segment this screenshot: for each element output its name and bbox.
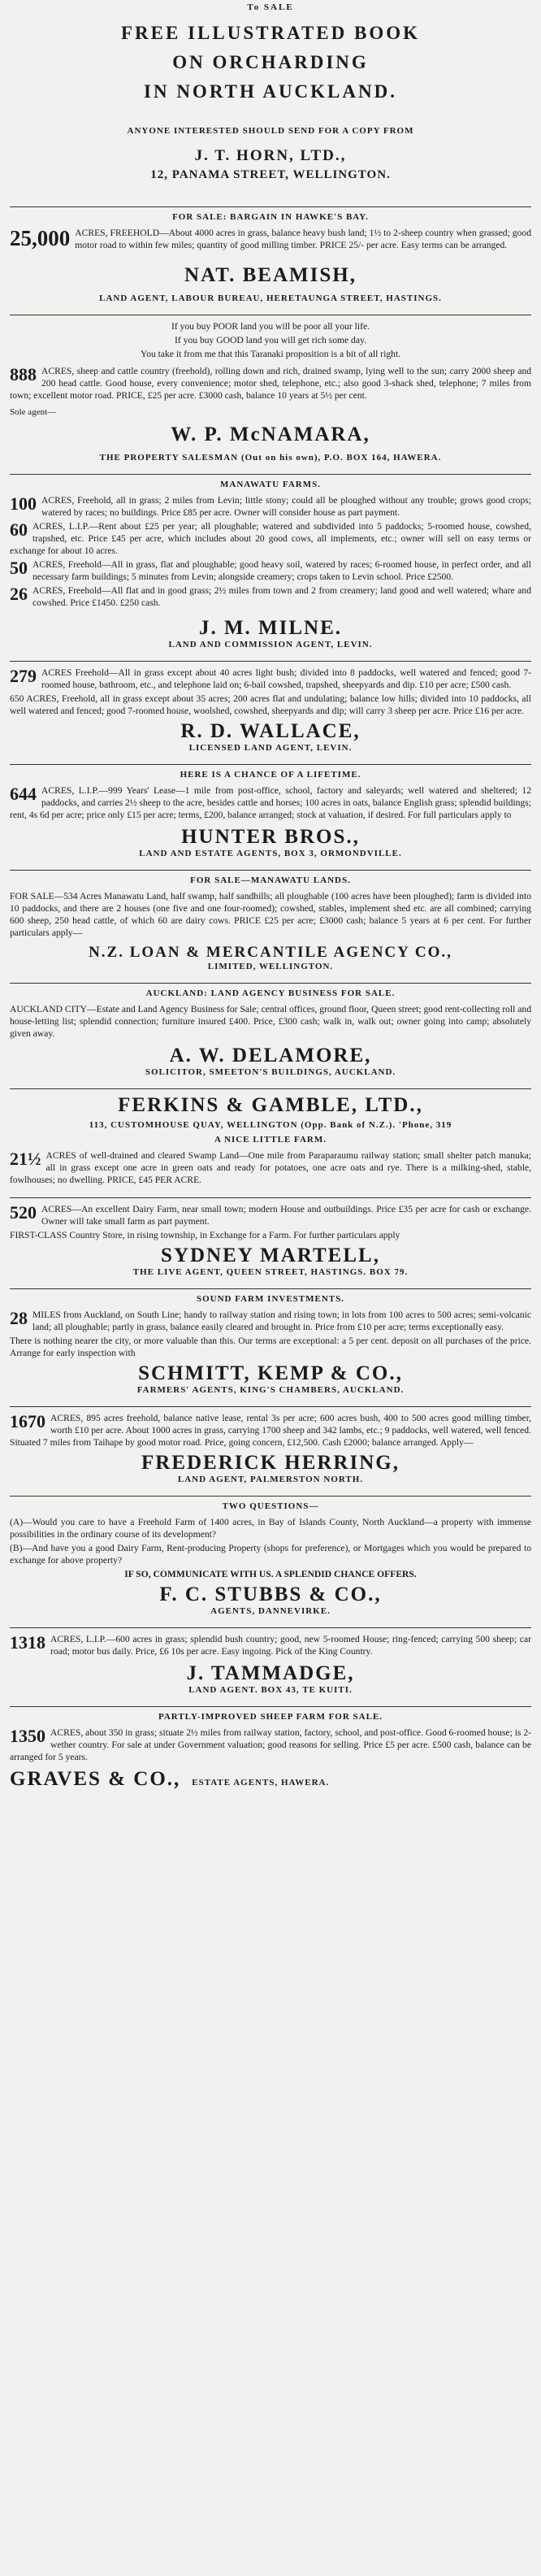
ad-tammadge [10,1633,531,1695]
ad15-firm: GRAVES & CO., [10,1768,181,1790]
ad1-line1: FREE ILLUSTRATED BOOK [120,23,421,43]
ad-wallace [10,667,531,753]
ad9-sub: 113, CUSTOMHOUSE QUAY, WELLINGTON (Opp. Bank of N.Z.). 'Phone, 319 [89,1120,452,1130]
ad13-heading: TWO QUESTIONS— [222,1501,319,1511]
ad10-sub: THE LIVE AGENT, QUEEN STREET, HASTINGS. BOX 79. [132,1267,409,1277]
ad13-ifso: IF SO, COMMUNICATE WITH US. A SPLENDID CHANCE OFFERS. [124,1569,417,1579]
ad11-heading: SOUND FARM INVESTMENTS. [196,1294,344,1304]
ad2-sub: LAND AGENT, LABOUR BUREAU, HERETAUNGA STREET, HASTINGS. [99,293,442,303]
ad9-firm: FERKINS & GAMBLE, LTD., [118,1094,423,1116]
ad4-item [10,558,531,583]
page-tag: To SALE [247,2,294,12]
ad1-line3: IN NORTH AUCKLAND. [144,81,397,102]
divider [10,1088,531,1089]
ad15-footer [10,1768,531,1791]
ad2-body [10,227,531,251]
ad-horn [10,20,531,182]
ad-beamish [10,212,531,303]
ad4-num-2: 50 [10,558,28,578]
ad8-heading: AUCKLAND: LAND AGENCY BUSINESS FOR SALE. [145,988,396,998]
ad5-p1-text: ACRES Freehold—All in grass except about 40 acres light bush; divided into 8 paddocks, well watered and fenced; good 7-roomed house, bathroom, etc., and telephone laid on; 6-bail cowshed, trapshed, sheepyards and dip. £10 per acre; £500 cash. [41,667,531,690]
ad4-num-3: 26 [10,584,28,604]
ad4-text-3: ACRES, Freehold—All flat and in good grass; 2½ miles from town and 2 from creamery; land good and well watered; whare and cowshed. Price £1450. £250 cash. [32,585,531,608]
ad-milne [10,480,531,649]
ad-hunter [10,770,531,858]
ad9-text: ACRES of well-drained and cleared Swamp Land—One mile from Paraparaumu railway station; small shelter patch manuka; all in grass except one acre in green oats and ready for potatoes, one acre oats and rye. There is a milking-shed, stable, fowlhouses; no dwelling. PRICE, £45 PER ACRE. [10,1150,531,1185]
divider [10,1706,531,1707]
divider [10,1288,531,1289]
ad10-text: ACRES—An excellent Dairy Farm, near small town; modern House and outbuildings. Price £35 per acre for cash or exchange. Owner will take small farm as part payment. [41,1204,531,1227]
ad12-num: 1670 [10,1411,45,1431]
ad5-firm: R. D. WALLACE, [180,720,361,742]
ad9-body [10,1149,531,1186]
ad11-sub: FARMERS' AGENTS, KING'S CHAMBERS, AUCKLAND. [136,1385,405,1395]
ad4-item [10,520,531,557]
ad3-text: ACRES, sheep and cattle country (freehold), rolling down and rich, drained swamp, lying well to the sun; carry 2000 sheep and 200 head cattle. Good house, every convenience; motor shed, telephone, etc.; also good 3-shack shed, telephone; 7 miles from town; excellent motor road. PRICE, £25 per acre. £3000 cash, balance 10 years at 5½ per cent. [10,366,531,401]
ad15-sub: ESTATE AGENTS, HAWERA. [192,1778,330,1788]
ad7-body: FOR SALE—534 Acres Manawatu Land, half swamp, half sandhills; all ploughable (100 acres have been ploughed); farm is divided into 10 paddocks, and there are 2 houses (one five and one four-roomed); cowshed, stables, implement shed etc. are all combined; carrying 600 sheep, 250 head cattle, of which 60 are dairy cows. PRICE £25 per acre; £3000 cash; balance 5 years at 6 per cent. For further particulars apply— [10,891,531,938]
ad9-num: 21½ [10,1149,41,1169]
ad4-sub: LAND AND COMMISSION AGENT, LEVIN. [168,640,373,649]
ad5-p2: 650 ACRES, Freehold, all in grass except about 35 acres; 200 acres flat and undulating; balance low hills; divided into 10 paddocks, all well watered and fenced; good 7-roomed house, woolshed, cowshed, sheepyards and dip; will carry 3 sheep per acre. Price £16 per acre. [10,693,531,716]
ad6-firm: HUNTER BROS., [181,826,360,848]
ad4-firm: J. M. MILNE. [198,617,343,639]
ad11-num: 28 [10,1308,28,1328]
divider [10,983,531,984]
ad13-qa: (A)—Would you care to have a Freehold Farm of 1400 acres, in Bay of Islands County, North Auckland—a property with immense possibilities in the ordinary course of its development? [10,1517,531,1540]
ad-graves [10,1712,531,1791]
divider [10,1496,531,1497]
ad14-body [10,1633,531,1657]
ad4-num-0: 100 [10,493,37,514]
ad10-body [10,1203,531,1227]
ad12-sub: LAND AGENT, PALMERSTON NORTH. [177,1475,364,1484]
ad15-body [10,1727,531,1763]
ad2-num: 25,000 [10,226,71,250]
ad14-num: 1318 [10,1632,45,1653]
ad-stubbs [10,1501,531,1616]
ad4-num-1: 60 [10,519,28,540]
ad4-item [10,494,531,519]
ad14-text: ACRES, L.I.P.—600 acres in grass; splendid bush country; good, new 5-roomed House; ring-fenced; carrying 500 sheep; car road; motor bus daily. Price, £6 10s per acre. Easy ingoing. Pick of the King Country. [50,1634,531,1657]
ad3-intro2: If you buy GOOD land you will get rich some day. [175,335,366,345]
ad3-intro1: If you buy POOR land you will be poor all your life. [171,321,370,332]
ad8-firm: A. W. DELAMORE, [169,1045,372,1066]
ad15-num: 1350 [10,1726,45,1746]
ad4-heading: MANAWATU FARMS. [220,480,321,489]
ad4-text-1: ACRES, L.I.P.—Rent about £25 per year; all ploughable; watered and subdivided into 5 paddocks; 5-roomed house, cowshed, trapshed, etc. Price £45 per acre, which includes about 20 good cows, all implements, etc.; owner will sell on easy terms or exchange for about 10 acres. [10,521,531,556]
ad7-sub: LIMITED, WELLINGTON. [207,962,334,971]
divider [10,1197,531,1198]
ad6-sub: LAND AND ESTATE AGENTS, BOX 3, ORMONDVILLE. [139,849,402,858]
ad11-p2: There is nothing nearer the city, or more valuable than this. Our terms are exceptional: a 5 per cent. deposit on all purchases of the price. Arrange for early inspection with [10,1336,531,1358]
ad12-firm: FREDERICK HERRING, [141,1452,400,1474]
ad1-line2: ON ORCHARDING [172,52,369,72]
ad11-text: MILES from Auckland, on South Line; handy to railway station and rising town; in lots from 100 acres to 500 acres; semi-volcanic land; all ploughable; partly in grass, balance easily cleared and brought in. Price from £10 per acre; terms exceptionally easy. [32,1310,531,1332]
ad15-heading: PARTLY-IMPROVED SHEEP FARM FOR SALE. [158,1712,383,1722]
ad1-firm: J. T. HORN, LTD., [194,147,347,164]
ad-schmitt [10,1294,531,1395]
ad14-sub: LAND AGENT. BOX 43, TE KUITI. [188,1685,353,1695]
divider [10,764,531,765]
ad-delamore [10,988,531,1077]
ad10-firm: SYDNEY MARTELL, [161,1245,380,1266]
ad3-firm: W. P. McNAMARA, [171,424,370,445]
ad12-body [10,1412,531,1449]
ad5-num: 279 [10,666,37,686]
ad3-sole: Sole agent— [10,407,57,417]
divider [10,1406,531,1407]
divider [10,474,531,475]
ad8-sub: SOLICITOR, SMEETON'S BUILDINGS, AUCKLAND. [145,1067,396,1077]
ad11-body [10,1309,531,1333]
divider [10,870,531,871]
ad5-sub: LICENSED LAND AGENT, LEVIN. [188,743,353,753]
ad6-text: ACRES, L.I.P.—999 Years' Lease—1 mile from post-office, school, factory and saleyards; well watered and sheltered; 12 paddocks, and carries 2½ sheep to the acre, besides cattle and horses; 100 acres in oats, balance English grass; splendid buildings; rent, 4s 6d per acre; price only £15 per acre; terms, £200, balance arranged; stock at valuation, if desired. For full particulars apply to [10,785,531,820]
ad3-body [10,365,531,402]
ad2-firm: NAT. BEAMISH, [184,264,357,286]
ad4-item [10,584,531,609]
ad10-p2: FIRST-CLASS Country Store, in rising township, in Exchange for a Farm. For further particulars apply [10,1230,400,1240]
ad-ferkins [10,1094,531,1186]
ad-nz-loan [10,875,531,971]
ad12-text: ACRES, 895 acres freehold, balance native lease, rental 3s per acre; 600 acres bush, 400 to 500 acres good milling timber, worth £10 per acre. About 1000 acres in grass, carrying 1700 sheep and 342 lambs, etc.; 9 paddocks, well watered, well fenced. Situated 7 miles from Taihape by good motor road. Price, going concern, £12,500. Cash £2000; balance arranged. Apply— [10,1413,531,1448]
ad-herring [10,1412,531,1484]
ad15-text: ACRES, about 350 in grass; situate 2½ miles from railway station, factory, school, and post-office. Good 6-roomed house; is 2-wether country. For sale at under Government valuation; good reasons for selling. Price £5 per acre. £500 cash, balance can be arranged for 5 years. [10,1727,531,1762]
ad6-body [10,784,531,821]
ad-mcnamara [10,320,531,463]
ad5-p1 [10,667,531,691]
divider [10,661,531,662]
divider [10,1627,531,1628]
ad4-text-0: ACRES, Freehold, all in grass; 2 miles from Levin; little stony; could all be ploughed without any trouble; grows good crops; watered by races; no buildings. Price £85 per acre. Owner will consider house as part payment. [41,495,531,518]
ad14-firm: J. TAMMADGE, [186,1662,355,1684]
ad8-body: AUCKLAND CITY—Estate and Land Agency Business for Sale; central offices, ground floor, Queen street; good rent-collecting roll and house-letting list; splendid connection; furniture insured £400. Price, £300 cash; walk in, walk out; owner going into camp; absolutely given away. [10,1004,531,1039]
ad6-num: 644 [10,784,37,804]
ad1-lead: ANYONE INTERESTED SHOULD SEND FOR A COPY FROM [127,126,414,136]
ad3-num: 888 [10,364,37,384]
ad-martell [10,1203,531,1277]
ad11-firm: SCHMITT, KEMP & CO., [138,1362,403,1384]
ad13-sub: AGENTS, DANNEVIRKE. [210,1606,331,1616]
ad6-heading: HERE IS A CHANCE OF A LIFETIME. [180,770,361,780]
ad3-intro3: You take it from me that this Taranaki proposition is a bit of all right. [140,349,401,359]
ad3-sub: THE PROPERTY SALESMAN (Out on his own), P.O. BOX 164, HAWERA. [99,453,442,463]
ad13-qb: (B)—And have you a good Dairy Farm, Rent-producing Property (shops for preference), or Mortgages which you would be prepared to exchange for above property? [10,1543,531,1566]
ad13-firm: F. C. STUBBS & CO., [159,1583,382,1605]
ad9-heading: A NICE LITTLE FARM. [214,1135,327,1145]
ad10-num: 520 [10,1202,37,1223]
ad7-heading: FOR SALE—MANAWATU LANDS. [190,875,351,885]
ad2-heading: FOR SALE: BARGAIN IN HAWKE'S BAY. [172,212,369,222]
ad1-address: 12, PANAMA STREET, WELLINGTON. [150,168,391,181]
ad4-text-2: ACRES, Freehold—All in grass, flat and ploughable; good heavy soil, watered by races; 6-roomed house, in perfect order, and all necessary farm buildings; 5 minutes from Levin; alongside creamery; crops taken to Levin school. Price £2500. [32,559,531,582]
ad7-firm: N.Z. LOAN & MERCANTILE AGENCY CO., [89,944,452,961]
divider [10,206,531,207]
ad2-text: ACRES, FREEHOLD—About 4000 acres in grass, balance heavy bush land; 1½ to 2-sheep country when grassed; good motor road to within few miles; quantity of good milling timber. PRICE 25/- per acre. Easy terms can be arranged. [75,228,531,250]
